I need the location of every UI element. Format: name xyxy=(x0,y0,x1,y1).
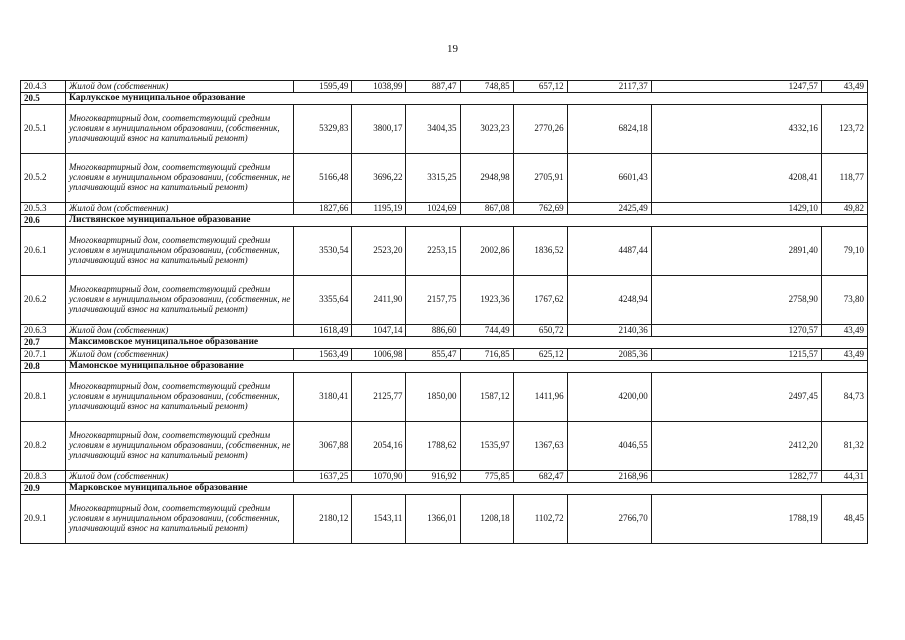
row-code: 20.5.2 xyxy=(21,154,66,203)
table-body xyxy=(21,81,868,544)
value-cell: 1195,19 xyxy=(352,203,406,215)
table-row xyxy=(21,105,868,154)
value-cell: 1788,19 xyxy=(651,495,821,544)
value-cell: 1070,90 xyxy=(352,471,406,483)
row-description: Многоквартирный дом, соответствующий средним условиям в муниципальном образовании, (собственник, уплачивающий взнос на капитальный ремонт) xyxy=(66,373,294,422)
value-cell: 84,73 xyxy=(821,373,867,422)
value-cell: 1024,69 xyxy=(406,203,460,215)
value-cell: 123,72 xyxy=(821,105,867,154)
value-cell: 1367,63 xyxy=(513,422,567,471)
value-cell: 3180,41 xyxy=(294,373,352,422)
value-cell: 4332,16 xyxy=(651,105,821,154)
value-cell: 43,49 xyxy=(821,349,867,361)
table-row xyxy=(21,325,868,337)
section-title: Листвянское муниципальное образование xyxy=(66,215,868,227)
value-cell: 867,08 xyxy=(460,203,513,215)
table-row xyxy=(21,471,868,483)
value-cell: 3315,25 xyxy=(406,154,460,203)
value-cell: 4487,44 xyxy=(567,227,651,276)
value-cell: 2054,16 xyxy=(352,422,406,471)
row-code: 20.5.1 xyxy=(21,105,66,154)
value-cell: 4200,00 xyxy=(567,373,651,422)
value-cell: 2085,36 xyxy=(567,349,651,361)
value-cell: 73,80 xyxy=(821,276,867,325)
value-cell: 49,82 xyxy=(821,203,867,215)
table-row xyxy=(21,495,868,544)
value-cell: 4208,41 xyxy=(651,154,821,203)
value-cell: 4248,94 xyxy=(567,276,651,325)
value-cell: 1038,99 xyxy=(352,81,406,93)
value-cell: 1247,57 xyxy=(651,81,821,93)
value-cell: 3355,64 xyxy=(294,276,352,325)
section-title: Карлукское муниципальное образование xyxy=(66,93,868,105)
row-code: 20.6.2 xyxy=(21,276,66,325)
value-cell: 3067,88 xyxy=(294,422,352,471)
value-cell: 775,85 xyxy=(460,471,513,483)
row-description: Жилой дом (собственник) xyxy=(66,325,294,337)
value-cell: 2411,90 xyxy=(352,276,406,325)
value-cell: 1836,52 xyxy=(513,227,567,276)
row-code: 20.4.3 xyxy=(21,81,66,93)
value-cell: 6601,43 xyxy=(567,154,651,203)
value-cell: 2412,20 xyxy=(651,422,821,471)
section-row xyxy=(21,215,868,227)
value-cell: 886,60 xyxy=(406,325,460,337)
value-cell: 2705,91 xyxy=(513,154,567,203)
value-cell: 2497,45 xyxy=(651,373,821,422)
value-cell: 2125,77 xyxy=(352,373,406,422)
table-row xyxy=(21,349,868,361)
tariff-table xyxy=(20,80,868,544)
value-cell: 855,47 xyxy=(406,349,460,361)
value-cell: 1215,57 xyxy=(651,349,821,361)
row-code: 20.8.3 xyxy=(21,471,66,483)
row-description: Жилой дом (собственник) xyxy=(66,471,294,483)
section-row xyxy=(21,483,868,495)
value-cell: 1788,62 xyxy=(406,422,460,471)
section-row xyxy=(21,93,868,105)
value-cell: 3800,17 xyxy=(352,105,406,154)
value-cell: 2168,96 xyxy=(567,471,651,483)
value-cell: 2948,98 xyxy=(460,154,513,203)
value-cell: 6824,18 xyxy=(567,105,651,154)
value-cell: 762,69 xyxy=(513,203,567,215)
value-cell: 1270,57 xyxy=(651,325,821,337)
value-cell: 682,47 xyxy=(513,471,567,483)
section-title: Марковское муниципальное образование xyxy=(66,483,868,495)
row-description: Жилой дом (собственник) xyxy=(66,349,294,361)
value-cell: 2157,75 xyxy=(406,276,460,325)
row-description: Жилой дом (собственник) xyxy=(66,81,294,93)
value-cell: 5166,48 xyxy=(294,154,352,203)
value-cell: 1587,12 xyxy=(460,373,513,422)
section-row xyxy=(21,337,868,349)
table-row xyxy=(21,81,868,93)
value-cell: 1047,14 xyxy=(352,325,406,337)
value-cell: 2523,20 xyxy=(352,227,406,276)
value-cell: 44,31 xyxy=(821,471,867,483)
value-cell: 3404,35 xyxy=(406,105,460,154)
value-cell: 2758,90 xyxy=(651,276,821,325)
value-cell: 1411,96 xyxy=(513,373,567,422)
value-cell: 650,72 xyxy=(513,325,567,337)
section-code: 20.7 xyxy=(21,337,66,349)
value-cell: 1827,66 xyxy=(294,203,352,215)
table-row xyxy=(21,203,868,215)
row-code: 20.7.1 xyxy=(21,349,66,361)
table-row xyxy=(21,227,868,276)
row-description: Многоквартирный дом, соответствующий средним условиям в муниципальном образовании, (собственник, не уплачивающий взнос на капитальный ремонт) xyxy=(66,422,294,471)
value-cell: 1563,49 xyxy=(294,349,352,361)
table-row xyxy=(21,154,868,203)
value-cell: 1637,25 xyxy=(294,471,352,483)
section-code: 20.5 xyxy=(21,93,66,105)
section-title: Мамонское муниципальное образование xyxy=(66,361,868,373)
value-cell: 5329,83 xyxy=(294,105,352,154)
value-cell: 3530,54 xyxy=(294,227,352,276)
row-code: 20.9.1 xyxy=(21,495,66,544)
value-cell: 916,92 xyxy=(406,471,460,483)
row-description: Многоквартирный дом, соответствующий средним условиям в муниципальном образовании, (собственник, уплачивающий взнос на капитальный ремонт) xyxy=(66,227,294,276)
value-cell: 1366,01 xyxy=(406,495,460,544)
value-cell: 81,32 xyxy=(821,422,867,471)
value-cell: 3023,23 xyxy=(460,105,513,154)
section-code: 20.9 xyxy=(21,483,66,495)
value-cell: 1208,18 xyxy=(460,495,513,544)
value-cell: 2425,49 xyxy=(567,203,651,215)
row-description: Многоквартирный дом, соответствующий средним условиям в муниципальном образовании, (собственник, уплачивающий взнос на капитальный ремонт) xyxy=(66,105,294,154)
value-cell: 1429,10 xyxy=(651,203,821,215)
table-row xyxy=(21,422,868,471)
value-cell: 2180,12 xyxy=(294,495,352,544)
table-row xyxy=(21,373,868,422)
value-cell: 4046,55 xyxy=(567,422,651,471)
value-cell: 2002,86 xyxy=(460,227,513,276)
value-cell: 2253,15 xyxy=(406,227,460,276)
row-description: Жилой дом (собственник) xyxy=(66,203,294,215)
value-cell: 43,49 xyxy=(821,81,867,93)
row-description: Многоквартирный дом, соответствующий средним условиям в муниципальном образовании, (собственник, не уплачивающий взнос на капитальный ремонт) xyxy=(66,154,294,203)
value-cell: 1282,77 xyxy=(651,471,821,483)
value-cell: 118,77 xyxy=(821,154,867,203)
value-cell: 716,85 xyxy=(460,349,513,361)
row-code: 20.8.2 xyxy=(21,422,66,471)
row-code: 20.5.3 xyxy=(21,203,66,215)
page-number: 19 xyxy=(447,43,458,55)
value-cell: 2770,26 xyxy=(513,105,567,154)
section-code: 20.6 xyxy=(21,215,66,227)
row-description: Многоквартирный дом, соответствующий средним условиям в муниципальном образовании, (собственник, уплачивающий взнос на капитальный ремонт) xyxy=(66,495,294,544)
row-code: 20.6.1 xyxy=(21,227,66,276)
value-cell: 1535,97 xyxy=(460,422,513,471)
section-row xyxy=(21,361,868,373)
table-row xyxy=(21,276,868,325)
row-code: 20.6.3 xyxy=(21,325,66,337)
value-cell: 1850,00 xyxy=(406,373,460,422)
value-cell: 2117,37 xyxy=(567,81,651,93)
value-cell: 744,49 xyxy=(460,325,513,337)
value-cell: 3696,22 xyxy=(352,154,406,203)
value-cell: 887,47 xyxy=(406,81,460,93)
row-code: 20.8.1 xyxy=(21,373,66,422)
value-cell: 79,10 xyxy=(821,227,867,276)
value-cell: 2891,40 xyxy=(651,227,821,276)
value-cell: 1543,11 xyxy=(352,495,406,544)
value-cell: 48,45 xyxy=(821,495,867,544)
value-cell: 1102,72 xyxy=(513,495,567,544)
section-code: 20.8 xyxy=(21,361,66,373)
value-cell: 1923,36 xyxy=(460,276,513,325)
value-cell: 2140,36 xyxy=(567,325,651,337)
value-cell: 2766,70 xyxy=(567,495,651,544)
value-cell: 748,85 xyxy=(460,81,513,93)
value-cell: 1618,49 xyxy=(294,325,352,337)
value-cell: 1767,62 xyxy=(513,276,567,325)
value-cell: 43,49 xyxy=(821,325,867,337)
value-cell: 657,12 xyxy=(513,81,567,93)
section-title: Максимовское муниципальное образование xyxy=(66,337,868,349)
value-cell: 625,12 xyxy=(513,349,567,361)
value-cell: 1595,49 xyxy=(294,81,352,93)
row-description: Многоквартирный дом, соответствующий средним условиям в муниципальном образовании, (собственник, не уплачивающий взнос на капитальный ремонт) xyxy=(66,276,294,325)
value-cell: 1006,98 xyxy=(352,349,406,361)
